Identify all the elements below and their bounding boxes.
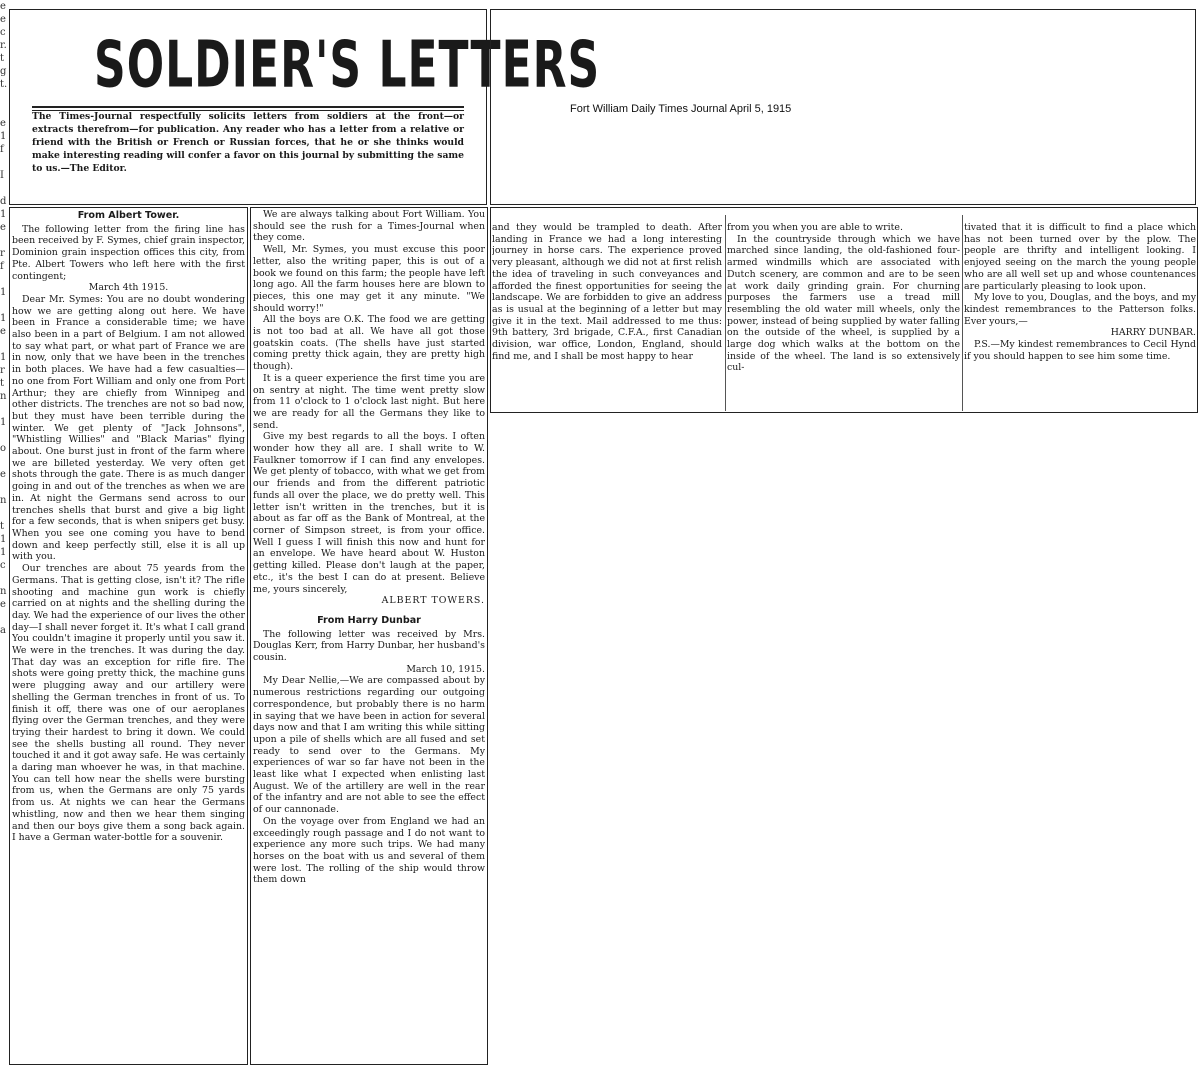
edge-fragment (0, 234, 9, 247)
heading-albert-tower: From Albert Tower. (77, 210, 180, 221)
edge-fragment (0, 182, 9, 195)
paragraph: Well, Mr. Symes, you must excuse this poor letter, also the writing paper, this is out of a book we found on this farm; the people have left long ago. All the farm houses here are blown to pieces, this one may get it any minute. "We should worry!" (253, 244, 485, 314)
edge-fragment: e (0, 222, 6, 233)
paragraph: Our trenches are about 75 yeards from the Germans. That is getting close, isn't it? The rifle shooting and machine gun work is chiefly carried on at nights and the shelling during the day. We had the experience of our lives the other day—I shall never forget it. It's what I call grand You couldn't imagine it properly until you saw it. We were in the trenches. It was during the day. That day was an exception for rifle fire. The shots were going pretty thick, the machine guns were plugging away and our artillery were shelling the German trenches in front of us. To finish it off, there was one of our aeroplanes flying over the German trenches, and they were trying their hardest to bring it down. We could see the shells busting all round. They never touched it and it got away safe. He was certainly a daring man whoever he was, in that machine. You can tell how near the shells were bursting from us, when the Germans are only 75 yards from us. At nights we can hear the Germans whistling, now and then we hear them singing and then our boys give them a song back again. I have a German water-bottle for a souvenir. (12, 563, 245, 844)
edge-fragment: d (0, 196, 7, 207)
column-divider (962, 215, 963, 411)
page-title: SOLDIER'S LETTERS (94, 28, 601, 103)
paragraph: In the countryside through which we have marched since landing, the old-fashioned four-armed windmills which are associated with Dutch scenery, are common and are to be seen at work daily grinding grain. For churning purposes the farmers use a tread mill resembling the old water mill wheels, only the power, instead of being supplied by water falling on the outside of the wheel, is supplied by a large dog which walks at the bottom on the inside of the wheel. The land is so extensively cul- (727, 233, 960, 374)
letter-date: March 4th 1915. (88, 282, 169, 294)
edge-fragment (0, 481, 9, 494)
title-rule-top (32, 106, 464, 108)
edge-fragment: r (0, 365, 5, 376)
edge-fragment (0, 338, 9, 351)
edge-fragment: 1 (0, 131, 7, 142)
paragraph: My love to you, Douglas, and the boys, and my kindest remembrances to the Patterson folks. Ever yours,— (964, 292, 1196, 327)
edge-fragment: f (0, 144, 4, 155)
edge-fragment: g (0, 66, 7, 77)
paragraph: It is a queer experience the first time you are on sentry at night. The time went pretty slow from 11 o'clock to 1 o'clock last night. But here we are ready for all the Germans they like to send. (253, 372, 485, 431)
signature-albert: ALBERT TOWERS. (381, 595, 485, 607)
edge-fragment (0, 104, 9, 117)
paragraph: On the voyage over from England we had an exceedingly rough passage and I do not want to experience any more such trips. We had many horses on the boat with us and several of them were lost. The rolling of the ship would throw them down (253, 815, 485, 886)
column-2 (253, 209, 485, 1061)
paragraph: All the boys are O.K. The food we are getting is not too bad at all. We have all got those goatskin coats. (The shells have just started coming pretty thick again, they are pretty high though). (253, 314, 485, 373)
edge-fragment: 1 (0, 209, 7, 220)
edge-fragment (0, 507, 9, 520)
paragraph: tivated that it is difficult to find a place which has not been turned over by the plow. The people are thrifty and intelligent looking. I enjoyed seeing on the march the young people who are all well set up and whose countenances are particularly pleasing to look upon. (964, 222, 1196, 292)
edge-fragment (0, 91, 9, 104)
column-1 (12, 209, 245, 1061)
edge-fragment (0, 403, 9, 416)
edge-fragment: c (0, 27, 6, 38)
edge-fragment (0, 299, 9, 312)
column-4 (727, 222, 960, 410)
edge-fragment: 1 (0, 313, 7, 324)
edge-fragment: e (0, 326, 6, 337)
intro-paragraph: The following letter from the firing line has been received by F. Symes, chief grain inspector, Dominion grain inspection offices this city, from Pte. Albert Towers who left here with the first contingent; (12, 223, 245, 282)
paragraph: Give my best regards to all the boys. I often wonder how they all are. I shall write to W. Faulkner tomorrow if I can find any envelopes. We get plenty of tobacco, with what we get from our friends and from the different patriotic funds all over the place, we do pretty well. This letter isn't written in the trenches, but it is about as far off as the Bank of Montreal, at the corner of Simpson street, is from your office. Well I guess I will finish this now and hunt for an envelope. We have heard about W. Huston getting killed. Please don't laugh at the paper, etc., it's the best I can do at present. Believe me, yours sincerely, (253, 431, 485, 595)
paragraph: The following letter was received by Mrs. Douglas Kerr, from Harry Dunbar, her husband's cousin. (253, 628, 485, 664)
postscript: P.S.—My kindest remembrances to Cecil Hynd if you should happen to see him some time. (964, 339, 1196, 362)
edge-fragment (0, 611, 9, 624)
paragraph: from you when you are able to write. (727, 222, 903, 233)
paragraph: My Dear Nellie,—We are compassed about by numerous restrictions regarding our outgoing correspondence, but probably there is no harm in saying that we have been in action for several days now and that I am writing this while sitting upon a pile of shells which are all fused and set ready to send over to the Germans. My experiences of war so far have not been in the least like what I expected when enlisting last August. We of the artillery are well in the rear of the infantry and are not able to see the effect of our cannonade. (253, 675, 485, 816)
edge-fragment: t (0, 53, 5, 64)
edge-fragment: c (0, 560, 6, 571)
letter-date: March 10, 1915. (406, 663, 485, 675)
edge-fragment: 1 (0, 417, 7, 428)
edge-fragment: a (0, 625, 6, 636)
edge-fragment (0, 273, 9, 286)
edge-fragment: e (0, 14, 6, 25)
edge-fragment: n (0, 586, 7, 597)
column-divider (725, 215, 726, 411)
edge-fragment: f (0, 261, 4, 272)
edge-fragment: e (0, 118, 6, 129)
edge-fragment: n (0, 495, 7, 506)
editor-notice: The Times-Journal respectfully solicits letters from soldiers at the front—or extracts therefrom—for publication. Any reader who has a letter from a relative or friend with the British or French or Russian forces, that he or she thinks would make interesting reading will confer a favor on this journal by submitting the same to us.—The Editor. (32, 111, 464, 174)
edge-fragment: I (0, 170, 4, 181)
edge-fragment: 1 (0, 287, 7, 298)
edge-fragment: t. (0, 79, 8, 90)
edge-fragment: 1 (0, 547, 7, 558)
source-caption: Fort William Daily Times Journal April 5, 1915 (570, 103, 792, 115)
signature-harry: HARRY DUNBAR. (1110, 327, 1196, 339)
edge-fragment: e (0, 599, 6, 610)
column-3 (492, 222, 722, 410)
column-5 (964, 222, 1196, 410)
paragraph: Dear Mr. Symes: You are no doubt wondering how we are getting along out here. We have been in France a considerable time; we have also been in a part of Belgium. I am not allowed to say what part, or what part of France we are in now, only that we have been in the trenches in both places. We have had a few casualties—no one from Fort William and only one from Port Arthur; they are chiefly from Winnipeg and other districts. The trenches are not so bad now, but they must have been terrible during the winter. We get plenty of "Jack Johnsons", "Whistling Willies" and "Black Marias" flying about. One burst just in front of the farm where we are billeted yesterday. We very often get shots through the gate. There is as much danger going in and out of the trenches as when we are in. At night the Germans send across to our trenches shells that burst and give a big light for a few seconds, that is when snipers get busy. When you see one coming you have to bend down and keep perfectly still, else it is all up with you. (12, 293, 245, 563)
edge-fragment: r (0, 248, 5, 259)
edge-fragment: n (0, 391, 7, 402)
edge-fragment: e (0, 469, 6, 480)
edge-fragment (0, 429, 9, 442)
left-edge-fragments (0, 0, 9, 1075)
paragraph: and they would be trampled to death. After landing in France we had a long interesting journey in horse cars. The experience proved very pleasant, although we did not at first relish the idea of traveling in such conveyances and afforded the finest opportunities for seeing the landscape. We are forbidden to give an address as is usual at the beginning of a letter but may give it in the text. Mail addressed to me thus: 9th battery, 3rd brigade, C.F.A., first Canadian division, war office, London, England, should find me, and I shall be most happy to hear (492, 222, 722, 362)
edge-fragment (0, 455, 9, 468)
edge-fragment: e (0, 1, 6, 12)
edge-fragment: 1 (0, 534, 7, 545)
header-box (9, 9, 601, 205)
heading-harry-dunbar: From Harry Dunbar (317, 614, 421, 626)
edge-fragment: t (0, 521, 5, 532)
edge-fragment (0, 572, 9, 585)
paragraph: We are always talking about Fort William. You should see the rush for a Times-Journal when they come. (253, 209, 485, 244)
edge-fragment: o (0, 443, 7, 454)
edge-fragment: t (0, 378, 5, 389)
edge-fragment: r. (0, 40, 7, 51)
edge-fragment (0, 156, 9, 169)
edge-fragment: 1 (0, 352, 7, 363)
